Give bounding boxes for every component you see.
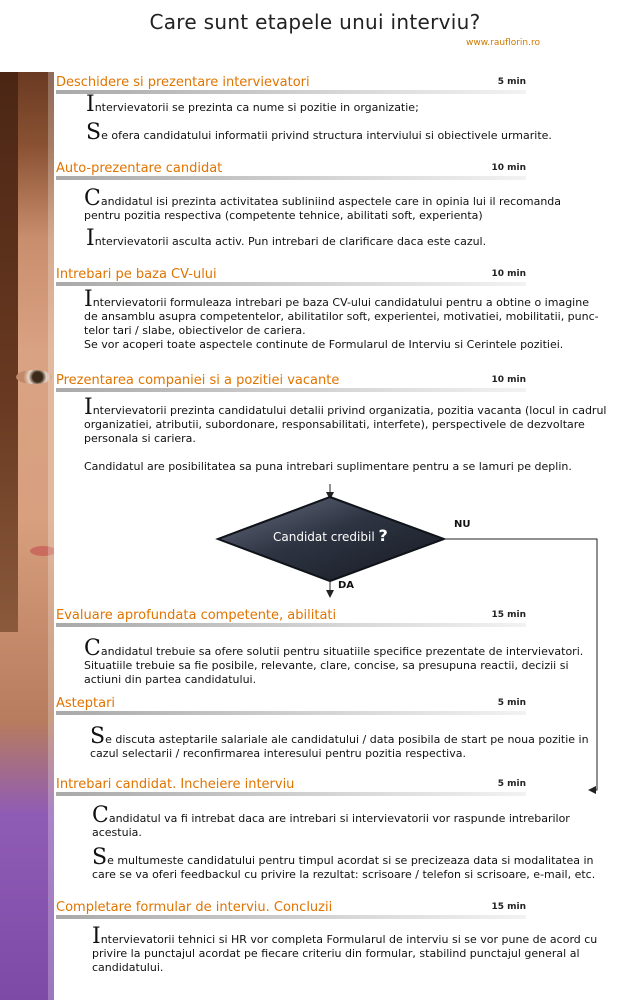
section-completare	[56, 898, 526, 918]
section-asteptari	[56, 694, 526, 714]
section-divider	[56, 711, 526, 715]
no-label: NU	[454, 519, 471, 530]
section-duration: 5 min	[497, 779, 526, 789]
section-title: Intrebari candidat. Incheiere interviu	[56, 777, 295, 792]
section-header	[56, 898, 526, 918]
section-evaluare	[56, 606, 526, 626]
section-duration: 10 min	[491, 375, 526, 385]
section-divider	[56, 792, 526, 796]
drop-cap: I	[84, 395, 93, 420]
paragraph	[84, 636, 594, 687]
paragraph	[92, 803, 592, 840]
section-title: Auto-prezentare candidat	[56, 161, 223, 176]
section-header	[56, 606, 526, 626]
paragraph-text: andidatul isi prezinta activitatea subliniind aspectele care in opinia lui il recomanda pentru pozitia respectiva (competente tehnice, abilitati soft, experienta)	[84, 195, 562, 222]
section-duration: 15 min	[491, 610, 526, 620]
decision-text: Candidat credibil	[273, 530, 375, 544]
section-duration: 10 min	[491, 269, 526, 279]
section-title: Intrebari pe baza CV-ului	[56, 267, 217, 282]
paragraph	[92, 924, 612, 975]
drop-cap: S	[90, 724, 106, 749]
drop-cap: I	[92, 924, 101, 949]
website-link[interactable]: www.rauflorin.ro	[466, 38, 540, 48]
section-header	[56, 694, 526, 714]
drop-cap: C	[84, 636, 101, 661]
section-duration: 15 min	[491, 902, 526, 912]
section-title: Completare formular de interviu. Concluzii	[56, 900, 333, 915]
paragraph-text: ntervievatorii asculta activ. Pun intrebari de clarificare daca este cazul.	[94, 235, 487, 248]
section-duration: 10 min	[491, 163, 526, 173]
paragraph-extra: Candidatul are posibilitatea sa puna intrebari suplimentare pentru a se lamuri pe deplin.	[84, 460, 572, 473]
paragraph-extra: Se vor acoperi toate aspectele continute de Formularul de Interviu si Cerintele pozitiei.	[84, 338, 564, 351]
paragraph-text: e ofera candidatului informatii privind structura interviului si obiectivele urmarite.	[101, 129, 552, 142]
decision-question-mark: ?	[378, 526, 388, 545]
drop-cap: I	[84, 287, 93, 312]
paragraph-text: e multumeste candidatului pentru timpul acordat si se precizeaza data si modalitatea in care se va oferi feedbackul cu privire la rezultat: scrisoare / telefon si scrisoare, e-mail, etc.	[92, 854, 596, 881]
section-header	[56, 775, 526, 795]
drop-cap: I	[86, 226, 95, 251]
section-duration: 5 min	[497, 77, 526, 87]
section-title: Prezentarea companiei si a pozitiei vacante	[56, 373, 340, 388]
section-divider	[56, 623, 526, 627]
paragraph	[90, 724, 600, 761]
section-title: Evaluare aprofundata competente, abilitati	[56, 608, 337, 623]
drop-cap: I	[86, 92, 95, 117]
drop-cap: C	[92, 803, 109, 828]
paragraph-text: ntervievatorii formuleaza intrebari pe baza CV-ului candidatului pentru a obtine o imagine de ansamblu asupra competentelor, abilitatilor soft, experientei, motivatiei, mobilitatii, punc- telor tari / slabe, obiectivelor de cariera.	[84, 296, 599, 337]
section-divider	[56, 915, 526, 919]
section-title: Asteptari	[56, 696, 116, 711]
decision-label	[273, 526, 388, 545]
paragraph-text: ntervievatorii se prezinta ca nume si pozitie in organizatie;	[94, 101, 419, 114]
drop-cap: C	[84, 186, 101, 211]
paragraph-text: andidatul trebuie sa ofere solutii pentru situatiile specifice prezentate de intervievatori. Situatiile trebuie sa fie posibile, relevante, clare, concise, sa presupuna reactii, decizii si actiuni din partea candidatului.	[84, 645, 584, 686]
paragraph-text: ntervievatorii prezinta candidatului detalii privind organizatia, pozitia vacanta (locul in cadrul organizatiei, atributii, subordonare, responsabilitati, interfete), perspectivele de dezvoltare personala si cariera.	[84, 404, 607, 445]
section-incheiere	[56, 775, 526, 795]
section-duration: 5 min	[497, 698, 526, 708]
section-title: Deschidere si prezentare intervievatori	[56, 75, 310, 90]
page-title: Care sunt etapele unui interviu?	[149, 10, 481, 34]
paragraph-text: andidatul va fi intrebat daca are intrebari si intervievatorii vor raspunde intrebarilor acestuia.	[92, 812, 570, 839]
paragraph-text: e discuta asteptarile salariale ale candidatului / data posibila de start pe noua pozitie in cazul selectarii / reconfirmarea interesului pentru pozitia respectiva.	[90, 733, 589, 760]
yes-label: DA	[338, 580, 355, 591]
paragraph	[92, 845, 612, 882]
paragraph-text: ntervievatorii tehnici si HR vor completa Formularul de interviu si se vor pune de acord cu privire la punctajul acordat pe fiecare criteriu din formular, stabilind punctajul general al candidatului.	[92, 933, 598, 974]
drop-cap: S	[86, 120, 102, 145]
drop-cap: S	[92, 845, 108, 870]
